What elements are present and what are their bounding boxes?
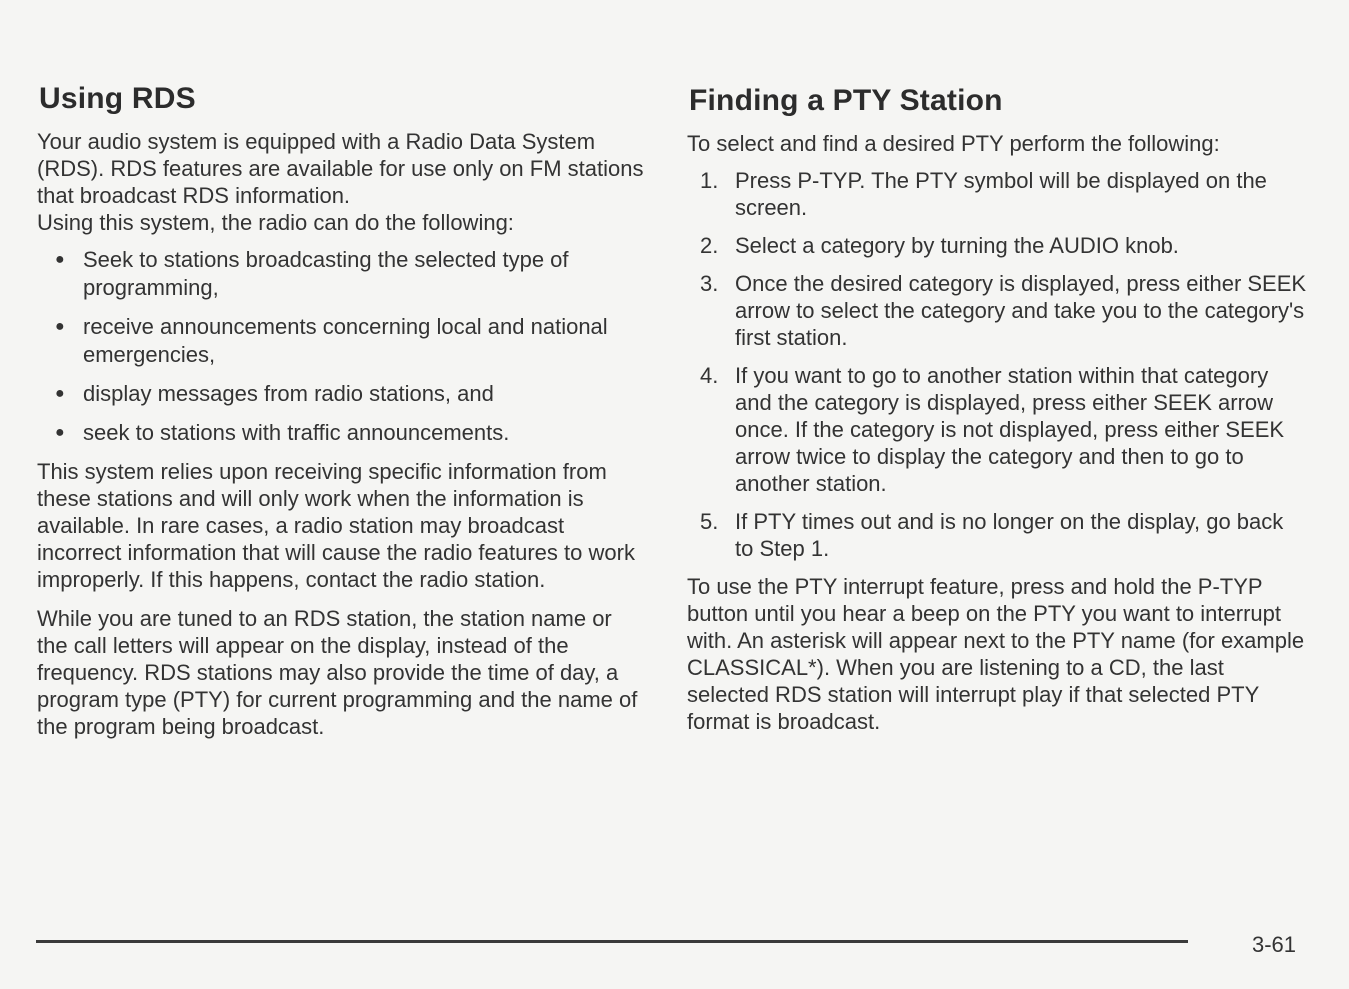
list-item [687, 167, 1307, 221]
left-column [37, 82, 647, 740]
bullet-icon: ● [55, 251, 65, 268]
step-number: 3. [700, 271, 719, 296]
intro-paragraph: To select and find a desired PTY perform the following: [687, 131, 1220, 156]
page-number: 3-61 [1252, 932, 1297, 957]
intro-paragraph: Your audio system is equipped with a Radio Data System (RDS). RDS features are available for use only on FM stations that broadcast RDS information. [37, 129, 644, 208]
step-number: 5. [700, 509, 719, 534]
step-text: Select a category by turning the AUDIO knob. [735, 233, 1179, 258]
step-text: If PTY times out and is no longer on the display, go back to Step 1. [735, 509, 1284, 561]
step-text: Press P-TYP. The PTY symbol will be displayed on the screen. [735, 168, 1267, 220]
section-heading-finding-pty: Finding a PTY Station [689, 84, 1003, 117]
step-number: 4. [700, 363, 719, 388]
bullet-icon: ● [55, 424, 65, 441]
step-number: 2. [700, 233, 719, 258]
step-number: 1. [700, 168, 719, 193]
list-item [687, 270, 1307, 351]
footer-rule [36, 940, 1188, 943]
step-text: Once the desired category is displayed, press either SEEK arrow to select the category and take you to the category's first station. [735, 271, 1307, 350]
bullet-icon: ● [55, 385, 65, 402]
reliance-paragraph: This system relies upon receiving specific information from these stations and will only work when the information is available. In rare cases, a radio station may broadcast incorrect information that will cause the radio features to work improperly. If this happens, contact the radio station. [37, 459, 635, 592]
section-heading-using-rds: Using RDS [39, 82, 196, 115]
interrupt-paragraph: To use the PTY interrupt feature, press and hold the P-TYP button until you hear a beep on the PTY you want to interrupt with. An asterisk will appear next to the PTY name (for example CLASSICAL*). When you are listening to a CD, the last selected RDS station will interrupt play if that selected PTY format is broadcast. [687, 574, 1305, 734]
right-column [687, 84, 1307, 735]
lead-paragraph: Using this system, the radio can do the following: [37, 210, 514, 235]
list-item [687, 508, 1307, 562]
list-item [687, 362, 1307, 497]
list-item: ● Seek to stations broadcasting the selected type of programming, [55, 247, 569, 300]
list-item [687, 232, 1307, 259]
steps-list [687, 167, 1307, 562]
list-item: ● display messages from radio stations, and [55, 381, 494, 406]
features-list [37, 246, 647, 447]
rds-display-paragraph: While you are tuned to an RDS station, the station name or the call letters will appear on the display, instead of the frequency. RDS stations may also provide the time of day, a program type (PTY) for current programming and the name of the program being broadcast. [37, 606, 638, 739]
list-item: ● seek to stations with traffic announcements. [55, 420, 510, 445]
list-item: ● receive announcements concerning local and national emergencies, [55, 314, 608, 367]
bullet-icon: ● [55, 318, 65, 335]
step-text: If you want to go to another station within that category and the category is displayed, press either SEEK arrow once. If the category is not displayed, press either SEEK arrow twice to display the category and then to go to another station. [735, 363, 1285, 496]
